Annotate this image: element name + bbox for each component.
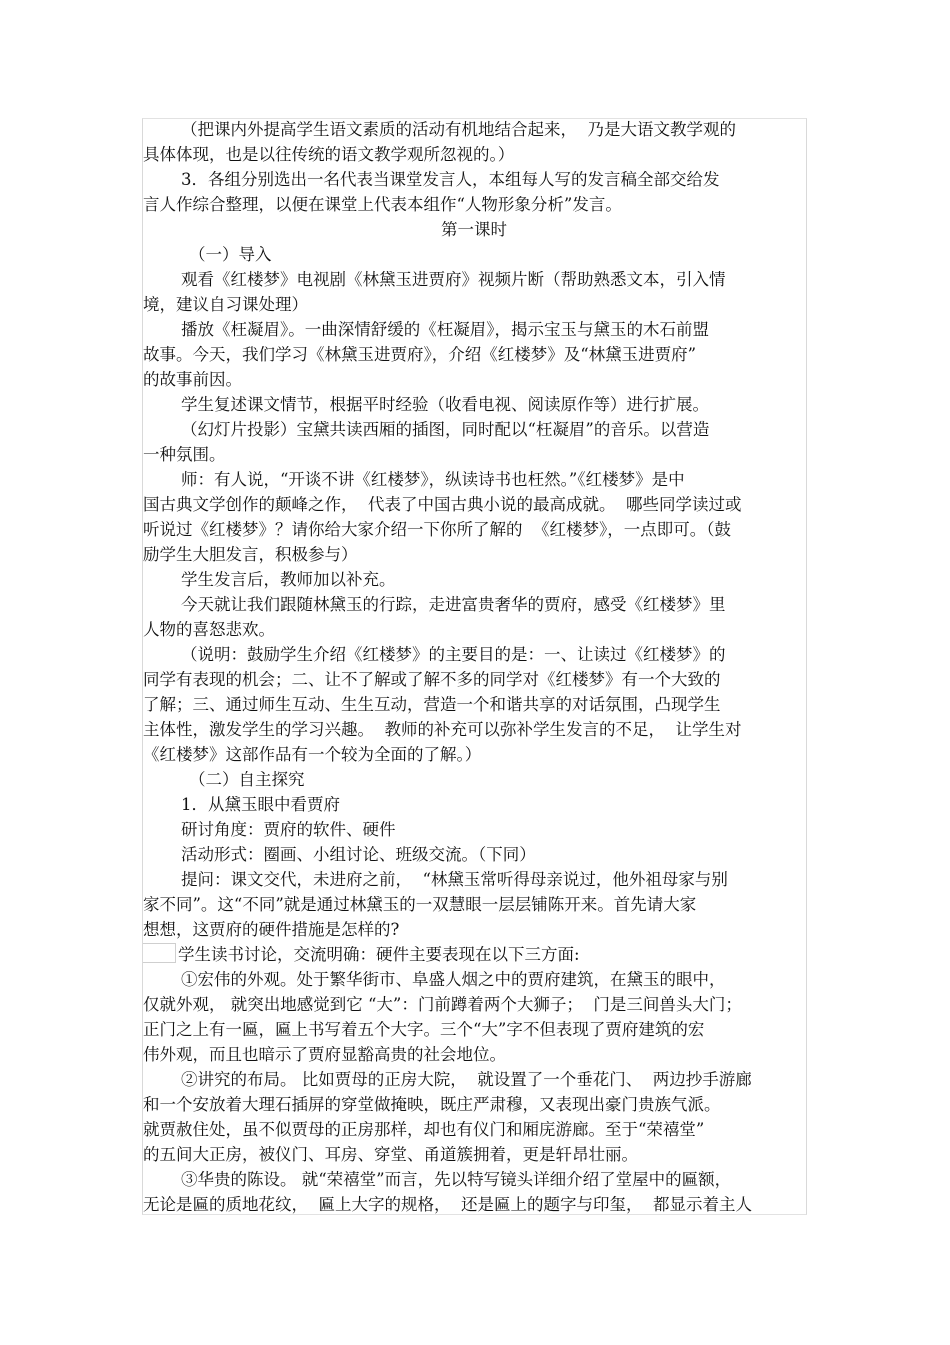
text-line: 国古典文学创作的颠峰之作， 代表了中国古典小说的最高成就。 哪些同学读过或	[143, 495, 742, 514]
text-line: 正门之上有一匾，匾上书写着五个大字。三个“大”字不但表现了贾府建筑的宏	[143, 1020, 705, 1039]
text-line: 的故事前因。	[143, 370, 242, 389]
text-line: 具体体现，也是以往传统的语文教学观所忽视的。）	[143, 145, 515, 164]
text-line: 人物的喜怒悲欢。	[143, 620, 275, 639]
text-line: （一）导入	[189, 245, 272, 264]
text-line: 的五间大正房，被仪门、耳房、穿堂、甬道簇拥着，更是轩昂壮丽。	[143, 1145, 638, 1164]
section-heading: 第一课时	[441, 220, 507, 239]
text-line: 励学生大胆发言，积极参与）	[143, 545, 358, 564]
text-line: （幻灯片投影）宝黛共读西厢的插图，同时配以“枉凝眉”的音乐。以营造	[181, 420, 710, 439]
text-line: 《红楼梦》这部作品有一个较为全面的了解。）	[143, 745, 482, 764]
text-line: （把课内外提高学生语文素质的活动有机地结合起来， 乃是大语文教学观的	[181, 120, 736, 139]
text-line: 就贾赦住处，虽不似贾母的正房那样，却也有仪门和厢庑游廊。至于“荣禧堂”	[143, 1120, 705, 1139]
text-line: 学生发言后，教师加以补充。	[181, 570, 396, 589]
text-line: ③华贵的陈设。 就“荣禧堂”而言，先以特写镜头详细介绍了堂屋中的匾额，	[181, 1170, 732, 1189]
text-line: 故事。今天，我们学习《林黛玉进贾府》，介绍《红楼梦》及“林黛玉进贾府”	[143, 345, 697, 364]
text-line: 言人作综合整理，以便在课堂上代表本组作“人物形象分析”发言。	[143, 195, 622, 214]
text-line: 研讨角度：贾府的软件、硬件	[181, 820, 396, 839]
text-line: 师：有人说，“开谈不讲《红楼梦》，纵读诗书也枉然。”《红楼梦》是中	[181, 470, 685, 489]
text-line: ②讲究的布局。 比如贾母的正房大院， 就设置了一个垂花门、 两边抄手游廊	[181, 1070, 752, 1089]
text-line: 家不同”。这“不同”就是通过林黛玉的一双慧眼一层层铺陈开来。首先请大家	[143, 895, 697, 914]
text-line: 播放《枉凝眉》。一曲深情舒缓的《枉凝眉》，揭示宝玉与黛玉的木石前盟	[181, 320, 709, 339]
text-line: ①宏伟的外观。处于繁华街市、阜盛人烟之中的贾府建筑，在黛玉的眼中，	[181, 970, 726, 989]
text-line: 无论是匾的质地花纹， 匾上大字的规格， 还是匾上的题字与印玺， 都显示着主人	[143, 1195, 752, 1214]
text-line: 提问：课文交代，未进府之前， “林黛玉常听得母亲说过，他外祖母家与别	[181, 870, 728, 889]
text-line: 伟外观，而且也暗示了贾府显豁高贵的社会地位。	[143, 1045, 506, 1064]
text-line: 学生读书讨论，交流明确：硬件主要表现在以下三方面:	[178, 945, 580, 964]
text-line: 主体性，激发学生的学习兴趣。 教师的补充可以弥补学生发言的不足， 让学生对	[143, 720, 742, 739]
text-line: 一种氛围。	[143, 445, 226, 464]
table-cell-marker	[143, 943, 176, 963]
text-line: 3．各组分别选出一名代表当课堂发言人，本组每人写的发言稿全部交给发	[181, 170, 720, 189]
text-line: （二）自主探究	[189, 770, 305, 789]
text-line: 今天就让我们跟随林黛玉的行踪，走进富贵奢华的贾府，感受《红楼梦》里	[181, 595, 726, 614]
text-line: 仅就外观， 就突出地感觉到它 “大”：门前蹲着两个大狮子； 门是三间兽头大门；	[143, 995, 742, 1014]
text-line: 听说过《红楼梦》？请你给大家介绍一下你所了解的 《红楼梦》，一点即可。（鼓	[143, 520, 731, 539]
text-line: 境，建议自习课处理）	[143, 295, 308, 314]
text-line: 和一个安放着大理石插屏的穿堂做掩映，既庄严肃穆，又表现出豪门贵族气派。	[143, 1095, 721, 1114]
text-line: 同学有表现的机会；二、让不了解或了解不多的同学对《红楼梦》有一个大致的	[143, 670, 721, 689]
text-line: 了解；三、通过师生互动、生生互动，营造一个和谐共享的对话氛围，凸现学生	[143, 695, 721, 714]
text-line: （说明：鼓励学生介绍《红楼梦》的主要目的是：一、让读过《红楼梦》的	[181, 645, 726, 664]
text-line: 1．从黛玉眼中看贾府	[181, 795, 340, 814]
text-line: 观看《红楼梦》电视剧《林黛玉进贾府》视频片断（帮助熟悉文本，引入情	[181, 270, 726, 289]
text-line: 想想，这贾府的硬件措施是怎样的?	[143, 920, 400, 939]
text-line: 学生复述课文情节，根据平时经验（收看电视、阅读原作等）进行扩展。	[181, 395, 709, 414]
text-line: 活动形式：圈画、小组讨论、班级交流。（下同）	[181, 845, 536, 864]
